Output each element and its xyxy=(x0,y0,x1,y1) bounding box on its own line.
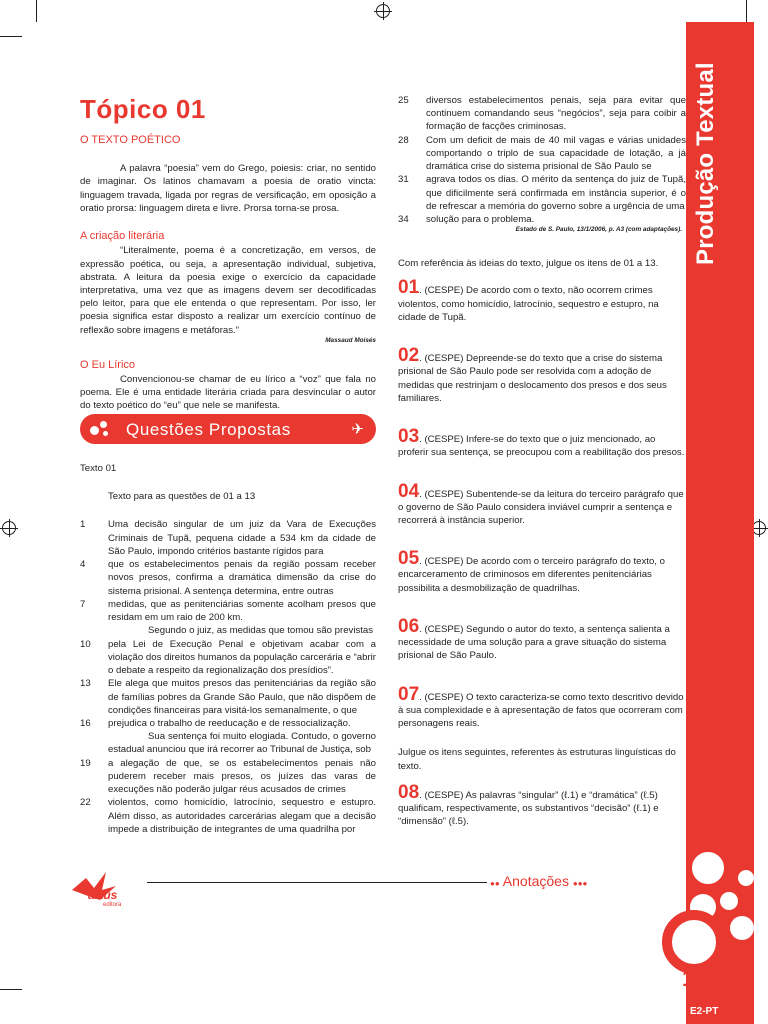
question-number: 04 xyxy=(398,480,420,502)
instruction: Com referência às ideias do texto, julgue os itens de 01 a 13. xyxy=(398,258,659,270)
line-text: agrava todos os dias. O mérito da sentença do juiz de Tupã, que dificilmente será confirmada em instância superior, é o de refrescar a memória do governo sobre a urgência de uma xyxy=(426,174,686,212)
text-line xyxy=(80,638,376,678)
line-text: a alegação de que, se os estabelecimentos penais não puderem receber mais presos, os juízes das varas de execuções não poderão julgar réus acusados de crimes xyxy=(108,757,376,796)
question-text: . (CESPE) O texto caracteriza-se como texto descritivo devido à sua complexidade e à apresentação de fatos que ocorreram com personagens reais. xyxy=(398,691,684,730)
texto-section xyxy=(80,462,376,836)
decor-circle xyxy=(730,916,754,940)
dots-icon xyxy=(90,421,112,437)
trim-mark xyxy=(36,0,37,22)
question-number: 02 xyxy=(398,345,420,367)
text-line xyxy=(80,558,376,598)
line-number: 22 xyxy=(80,797,91,809)
footer-rule xyxy=(147,882,487,883)
text-source: Estado de S. Paulo, 13/1/2006, p. A3 (com adaptações). xyxy=(515,226,682,234)
line-number: 7 xyxy=(80,598,86,610)
page-number: 1 xyxy=(682,966,695,991)
logo-subtext: editora xyxy=(103,902,122,908)
registration-mark-icon xyxy=(2,521,16,535)
left-text-lines xyxy=(80,518,376,836)
line-text: que os estabelecimentos penais da região possam receber novos presos, confirma a dramática dimensão da crise do sistema prisional. A sentença determina, entre outras xyxy=(108,559,376,597)
question-text: . (CESPE) As palavras “singular” (ℓ.1) e “dramática” (ℓ.5) qualificam, respectivamente, os substantivos “decisão” (ℓ.1) e “dimensão” (ℓ.5). xyxy=(398,789,659,828)
question-number: 05 xyxy=(398,548,420,570)
decor-circle xyxy=(686,846,730,890)
questions-list xyxy=(398,278,686,730)
question-text: . (CESPE) Depreende-se do texto que a crise do sistema prisional de São Paulo pode ser resolvida com a adoção de medidas que restrinjam o deslocamento dos presos e dos seus familiares. xyxy=(398,353,667,404)
line-text: Uma decisão singular de um juiz da Vara de Execuções Criminais de Tupã, pequena cidade a 534 km da cidade de São Paulo, impondo critérios bastante rígidos para xyxy=(108,519,376,557)
texto-label: Texto 01 xyxy=(80,463,117,474)
bird-icon: ✈ xyxy=(351,421,364,438)
text-line xyxy=(80,518,376,558)
trim-mark xyxy=(746,0,747,22)
question-item xyxy=(398,278,686,324)
text-line xyxy=(398,134,686,174)
line-text: prejudica o trabalho de reeducação e de ressocialização. xyxy=(108,717,351,729)
question-item xyxy=(398,427,686,459)
line-text: medidas, que as penitenciárias somente acolham presos que residam em um raio de 200 km. xyxy=(108,598,376,624)
question-item xyxy=(398,617,686,663)
line-number xyxy=(80,730,108,756)
line-number: 19 xyxy=(80,757,91,769)
line-number: 13 xyxy=(80,678,91,690)
question-item xyxy=(398,346,686,405)
left-column xyxy=(80,96,376,413)
registration-mark-icon xyxy=(376,4,390,18)
logo-text: artus xyxy=(88,888,118,902)
right-text-lines xyxy=(398,94,686,226)
criacao-source: Massaud Moisés xyxy=(325,336,376,344)
text-line xyxy=(398,94,686,134)
banner-title: Questões Propostas xyxy=(126,420,291,439)
text-line xyxy=(80,796,376,836)
line-number xyxy=(80,624,108,637)
line-number: 28 xyxy=(398,134,409,146)
decor-circle xyxy=(720,892,738,910)
question-number: 08 xyxy=(398,781,420,803)
trim-mark xyxy=(0,989,22,990)
judge-instruction: Julgue os itens seguintes, referentes às estruturas linguísticas do texto. xyxy=(398,747,676,772)
eulirico-paragraph: Convencionou-se chamar de eu lírico a “voz” que fala no poema. Ele é uma entidade literária criada para desvincular o autor do texto poético do “eu” que nele se manifesta. xyxy=(80,373,376,412)
registration-mark-icon xyxy=(752,521,766,535)
right-column xyxy=(398,94,686,851)
texto-para: Texto para as questões de 01 a 13 xyxy=(108,491,256,503)
criacao-paragraph: “Literalmente, poema é a concretização, em versos, de expressão poética, ou seja, a apresentação individual, subjetiva, abstrata. A leitura da poesia exige o exercício da capacidade interpretativa, uma vez que as imagens devem ser decodificadas pelo leitor, para que ele entenda o que representam. Por isso, ler poesia significa estar disposto a realizar um exercício contínuo de reflexão sobre imagens e metáforas.” xyxy=(80,245,376,336)
topic-title: Tópico 01 xyxy=(80,94,206,124)
question-number: 07 xyxy=(398,683,420,705)
anotacoes-label: ●● Anotações ●●● xyxy=(490,873,588,889)
question-text: . (CESPE) Infere-se do texto que o juiz mencionado, ao proferir sua sentença, se preocupou com a reabilitação dos presos. xyxy=(398,434,685,459)
text-line xyxy=(80,677,376,717)
line-text: violentos, como homicídio, latrocínio, sequestro e estupro. Além disso, as autoridades carcerárias alegam que a decisão impede a distribuição de integrantes de uma quadrilha por xyxy=(108,797,376,835)
question-item xyxy=(398,482,686,528)
line-number: 34 xyxy=(398,214,409,226)
text-line xyxy=(398,173,686,213)
line-text: solução para o problema. xyxy=(426,214,535,226)
line-text: diversos estabelecimentos penais, seja para evitar que continuem comandando seus “negócios”, seja para coibir a formação de facções criminosas. xyxy=(426,95,686,133)
text-line xyxy=(80,730,376,756)
line-text: Com um deficit de mais de 40 mil vagas e várias unidades comportando o triplo de sua capacidade de lotação, a já dramática crise do sistema prisional de São Paulo se xyxy=(426,134,686,173)
page-code: E2-PT xyxy=(690,1006,719,1017)
line-text: pela Lei de Execução Penal e objetivam acabar com a violação dos direitos humanos da população carcerária e “abrir o debate a respeito da regionalização dos presídios”. xyxy=(108,638,376,677)
line-number: 4 xyxy=(80,559,86,571)
criacao-heading: A criação literária xyxy=(80,230,165,243)
line-text: Ele alega que muitos presos das penitenciárias da região são de famílias pobres da Grande São Paulo, que não dispõem de condições financeiras para visitá-los semanalmente, o que xyxy=(108,678,376,716)
question-number: 06 xyxy=(398,615,420,637)
question-item xyxy=(398,685,686,731)
question-number: 01 xyxy=(398,277,420,299)
line-text: Sua sentença foi muito elogiada. Contudo, o governo estadual anunciou que irá recorrer ao Tribunal de Justiça, sob xyxy=(108,731,376,756)
line-number: 1 xyxy=(80,519,86,531)
text-line xyxy=(398,213,686,226)
trim-mark xyxy=(0,36,22,37)
line-number: 25 xyxy=(398,95,409,106)
question-text: . (CESPE) De acordo com o texto, não ocorrem crimes violentos, como homicídio, latrocínio, sequestro e estupro, na cidade de Tupã. xyxy=(398,285,659,323)
line-number: 31 xyxy=(398,174,409,186)
line-number: 10 xyxy=(80,638,91,650)
line-text: Segundo o juiz, as medidas que tomou são previstas xyxy=(148,625,374,637)
text-line xyxy=(80,757,376,797)
text-line xyxy=(80,624,376,637)
question-item xyxy=(398,783,686,829)
question-number: 03 xyxy=(398,426,420,448)
sidebar-title: Produção Textual xyxy=(692,62,719,265)
question-text: . (CESPE) De acordo com o terceiro parágrafo do texto, o encarceramento de criminosos em diferentes penitenciárias possibilita a desmobilização de quadrilhas. xyxy=(398,556,665,594)
question-text: . (CESPE) Subentende-se da leitura do terceiro parágrafo que o governo de São Paulo considera inviável cumprir a sentença e recorrerá à instância superior. xyxy=(398,488,684,526)
text-line xyxy=(80,598,376,624)
decor-circle xyxy=(738,870,754,886)
intro-paragraph: A palavra “poesia” vem do Grego, poiesis: criar, no sentido de imaginar. Os latinos chamavam a poesia de oratio vincta: linguagem travada, ligada por regras de versificação, em oposição a oratio prorsa: linguagem direta e livre. Prorsa torna-se prosa. xyxy=(80,163,376,214)
question-item xyxy=(398,549,686,595)
line-number: 16 xyxy=(80,717,91,729)
eulirico-heading: O Eu Lírico xyxy=(80,358,136,371)
question-text: . (CESPE) Segundo o autor do texto, a sentença salienta a necessidade de uma solução para a grave situação do sistema prisional de São Paulo. xyxy=(398,623,670,662)
text-line xyxy=(80,717,376,730)
topic-subtitle: O TEXTO POÉTICO xyxy=(80,134,181,146)
questoes-banner xyxy=(80,414,376,444)
